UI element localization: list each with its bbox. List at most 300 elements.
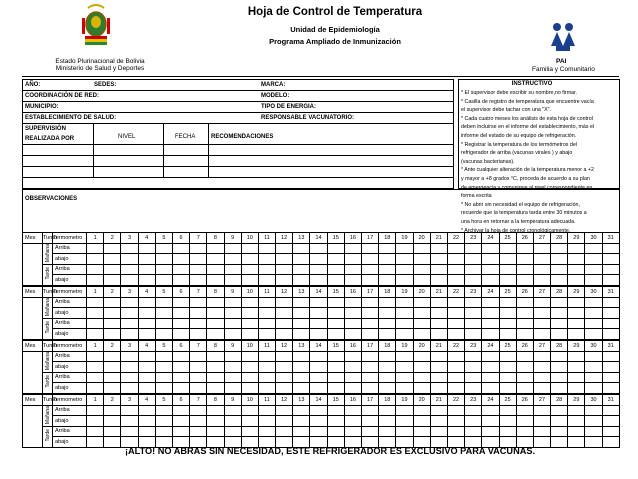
temperature-cell[interactable] [396, 362, 413, 373]
temperature-cell[interactable] [121, 275, 138, 286]
temperature-cell[interactable] [465, 351, 482, 362]
temperature-cell[interactable] [516, 329, 533, 340]
temperature-cell[interactable] [172, 254, 189, 265]
temperature-cell[interactable] [121, 416, 138, 427]
temperature-cell[interactable] [258, 264, 275, 275]
temperature-cell[interactable] [293, 372, 310, 383]
temperature-cell[interactable] [465, 416, 482, 427]
temperature-cell[interactable] [293, 308, 310, 319]
temperature-cell[interactable] [344, 318, 361, 329]
temperature-cell[interactable] [190, 351, 207, 362]
temperature-cell[interactable] [362, 329, 379, 340]
temperature-cell[interactable] [379, 329, 396, 340]
temperature-cell[interactable] [516, 405, 533, 416]
temperature-cell[interactable] [516, 318, 533, 329]
temperature-cell[interactable] [104, 426, 121, 437]
temperature-cell[interactable] [602, 318, 619, 329]
temperature-cell[interactable] [447, 254, 464, 265]
temperature-cell[interactable] [533, 405, 550, 416]
temperature-cell[interactable] [602, 275, 619, 286]
temperature-cell[interactable] [602, 254, 619, 265]
temperature-cell[interactable] [190, 329, 207, 340]
temperature-cell[interactable] [516, 275, 533, 286]
temperature-cell[interactable] [172, 351, 189, 362]
temperature-cell[interactable] [396, 383, 413, 394]
temperature-cell[interactable] [362, 308, 379, 319]
temperature-cell[interactable] [533, 264, 550, 275]
temperature-cell[interactable] [482, 329, 499, 340]
temperature-cell[interactable] [379, 297, 396, 308]
temperature-cell[interactable] [413, 243, 430, 254]
temperature-cell[interactable] [276, 362, 293, 373]
temperature-cell[interactable] [276, 243, 293, 254]
temperature-cell[interactable] [499, 308, 516, 319]
temperature-cell[interactable] [344, 362, 361, 373]
temperature-cell[interactable] [585, 275, 602, 286]
temperature-cell[interactable] [172, 297, 189, 308]
temperature-cell[interactable] [499, 351, 516, 362]
temperature-cell[interactable] [602, 416, 619, 427]
temperature-cell[interactable] [585, 297, 602, 308]
temperature-cell[interactable] [465, 308, 482, 319]
temperature-cell[interactable] [155, 351, 172, 362]
temperature-cell[interactable] [155, 405, 172, 416]
temperature-cell[interactable] [293, 264, 310, 275]
temperature-cell[interactable] [310, 297, 327, 308]
temperature-cell[interactable] [551, 297, 568, 308]
temperature-cell[interactable] [190, 243, 207, 254]
temperature-cell[interactable] [516, 351, 533, 362]
temperature-cell[interactable] [327, 351, 344, 362]
temperature-cell[interactable] [207, 318, 224, 329]
temperature-cell[interactable] [224, 297, 241, 308]
temperature-cell[interactable] [207, 405, 224, 416]
temperature-cell[interactable] [241, 416, 258, 427]
temperature-cell[interactable] [138, 264, 155, 275]
temperature-cell[interactable] [568, 318, 585, 329]
temperature-cell[interactable] [138, 275, 155, 286]
temperature-cell[interactable] [396, 329, 413, 340]
temperature-cell[interactable] [293, 383, 310, 394]
temperature-cell[interactable] [241, 308, 258, 319]
temperature-cell[interactable] [155, 362, 172, 373]
temperature-cell[interactable] [413, 329, 430, 340]
temperature-cell[interactable] [207, 264, 224, 275]
temperature-cell[interactable] [430, 351, 447, 362]
temperature-cell[interactable] [482, 297, 499, 308]
temperature-cell[interactable] [585, 372, 602, 383]
temperature-cell[interactable] [482, 372, 499, 383]
temperature-cell[interactable] [121, 308, 138, 319]
temperature-cell[interactable] [87, 426, 104, 437]
temperature-cell[interactable] [172, 329, 189, 340]
temperature-cell[interactable] [258, 405, 275, 416]
temperature-cell[interactable] [585, 405, 602, 416]
temperature-cell[interactable] [499, 329, 516, 340]
temperature-cell[interactable] [327, 275, 344, 286]
temperature-cell[interactable] [533, 243, 550, 254]
temperature-cell[interactable] [499, 383, 516, 394]
temperature-cell[interactable] [241, 329, 258, 340]
temperature-cell[interactable] [516, 362, 533, 373]
temperature-cell[interactable] [568, 264, 585, 275]
temperature-cell[interactable] [379, 318, 396, 329]
temperature-cell[interactable] [190, 264, 207, 275]
temperature-cell[interactable] [224, 405, 241, 416]
temperature-cell[interactable] [138, 383, 155, 394]
temperature-cell[interactable] [533, 362, 550, 373]
temperature-cell[interactable] [138, 329, 155, 340]
month-cell[interactable] [23, 297, 43, 339]
temperature-cell[interactable] [207, 243, 224, 254]
temperature-cell[interactable] [138, 351, 155, 362]
temperature-cell[interactable] [327, 297, 344, 308]
temperature-cell[interactable] [396, 264, 413, 275]
temperature-cell[interactable] [516, 308, 533, 319]
temperature-cell[interactable] [482, 362, 499, 373]
temperature-cell[interactable] [224, 308, 241, 319]
temperature-cell[interactable] [190, 254, 207, 265]
temperature-cell[interactable] [310, 275, 327, 286]
temperature-cell[interactable] [568, 297, 585, 308]
temperature-cell[interactable] [207, 426, 224, 437]
temperature-cell[interactable] [482, 318, 499, 329]
temperature-cell[interactable] [104, 351, 121, 362]
month-cell[interactable] [23, 405, 43, 447]
temperature-cell[interactable] [568, 275, 585, 286]
temperature-cell[interactable] [465, 329, 482, 340]
temperature-cell[interactable] [310, 405, 327, 416]
temperature-cell[interactable] [276, 372, 293, 383]
temperature-cell[interactable] [362, 243, 379, 254]
temperature-cell[interactable] [172, 264, 189, 275]
temperature-cell[interactable] [430, 264, 447, 275]
temperature-cell[interactable] [602, 264, 619, 275]
temperature-cell[interactable] [224, 372, 241, 383]
temperature-cell[interactable] [258, 351, 275, 362]
temperature-cell[interactable] [585, 383, 602, 394]
temperature-cell[interactable] [121, 254, 138, 265]
temperature-cell[interactable] [138, 308, 155, 319]
temperature-cell[interactable] [482, 416, 499, 427]
temperature-cell[interactable] [516, 416, 533, 427]
temperature-cell[interactable] [327, 405, 344, 416]
temperature-cell[interactable] [396, 254, 413, 265]
temperature-cell[interactable] [551, 243, 568, 254]
temperature-cell[interactable] [344, 275, 361, 286]
temperature-cell[interactable] [172, 426, 189, 437]
temperature-cell[interactable] [190, 426, 207, 437]
temperature-cell[interactable] [568, 351, 585, 362]
temperature-cell[interactable] [344, 329, 361, 340]
temperature-cell[interactable] [258, 297, 275, 308]
temperature-cell[interactable] [276, 405, 293, 416]
temperature-cell[interactable] [327, 243, 344, 254]
temperature-cell[interactable] [413, 416, 430, 427]
temperature-cell[interactable] [293, 275, 310, 286]
temperature-cell[interactable] [224, 351, 241, 362]
temperature-cell[interactable] [293, 362, 310, 373]
temperature-cell[interactable] [276, 308, 293, 319]
temperature-cell[interactable] [602, 362, 619, 373]
temperature-cell[interactable] [516, 297, 533, 308]
temperature-cell[interactable] [396, 416, 413, 427]
temperature-cell[interactable] [413, 254, 430, 265]
temperature-cell[interactable] [568, 426, 585, 437]
temperature-cell[interactable] [276, 275, 293, 286]
temperature-cell[interactable] [241, 372, 258, 383]
temperature-cell[interactable] [533, 308, 550, 319]
temperature-cell[interactable] [533, 383, 550, 394]
temperature-cell[interactable] [568, 383, 585, 394]
temperature-cell[interactable] [104, 405, 121, 416]
temperature-cell[interactable] [155, 264, 172, 275]
temperature-cell[interactable] [224, 383, 241, 394]
temperature-cell[interactable] [310, 308, 327, 319]
temperature-cell[interactable] [104, 264, 121, 275]
temperature-cell[interactable] [585, 426, 602, 437]
temperature-cell[interactable] [293, 318, 310, 329]
temperature-cell[interactable] [121, 405, 138, 416]
temperature-cell[interactable] [362, 275, 379, 286]
temperature-cell[interactable] [430, 297, 447, 308]
temperature-cell[interactable] [327, 372, 344, 383]
temperature-cell[interactable] [121, 372, 138, 383]
temperature-cell[interactable] [551, 254, 568, 265]
temperature-cell[interactable] [276, 383, 293, 394]
temperature-cell[interactable] [87, 372, 104, 383]
temperature-cell[interactable] [379, 264, 396, 275]
temperature-cell[interactable] [327, 308, 344, 319]
temperature-cell[interactable] [87, 243, 104, 254]
temperature-cell[interactable] [482, 243, 499, 254]
temperature-cell[interactable] [293, 351, 310, 362]
temperature-cell[interactable] [224, 362, 241, 373]
temperature-cell[interactable] [551, 416, 568, 427]
temperature-cell[interactable] [396, 275, 413, 286]
temperature-cell[interactable] [155, 308, 172, 319]
temperature-cell[interactable] [138, 243, 155, 254]
temperature-cell[interactable] [396, 372, 413, 383]
temperature-cell[interactable] [413, 383, 430, 394]
temperature-cell[interactable] [190, 362, 207, 373]
temperature-cell[interactable] [293, 416, 310, 427]
temperature-cell[interactable] [138, 372, 155, 383]
temperature-cell[interactable] [362, 264, 379, 275]
temperature-cell[interactable] [568, 254, 585, 265]
temperature-cell[interactable] [379, 362, 396, 373]
temperature-cell[interactable] [276, 318, 293, 329]
temperature-cell[interactable] [224, 243, 241, 254]
temperature-cell[interactable] [104, 329, 121, 340]
temperature-cell[interactable] [258, 275, 275, 286]
temperature-cell[interactable] [551, 405, 568, 416]
temperature-cell[interactable] [447, 426, 464, 437]
temperature-cell[interactable] [258, 243, 275, 254]
temperature-cell[interactable] [327, 362, 344, 373]
temperature-cell[interactable] [258, 416, 275, 427]
temperature-cell[interactable] [104, 362, 121, 373]
temperature-cell[interactable] [172, 308, 189, 319]
temperature-cell[interactable] [585, 254, 602, 265]
temperature-cell[interactable] [585, 416, 602, 427]
temperature-cell[interactable] [310, 383, 327, 394]
temperature-cell[interactable] [516, 383, 533, 394]
temperature-cell[interactable] [533, 351, 550, 362]
temperature-cell[interactable] [447, 297, 464, 308]
temperature-cell[interactable] [104, 254, 121, 265]
temperature-cell[interactable] [155, 329, 172, 340]
temperature-cell[interactable] [447, 264, 464, 275]
temperature-cell[interactable] [155, 318, 172, 329]
temperature-cell[interactable] [396, 308, 413, 319]
temperature-cell[interactable] [190, 416, 207, 427]
temperature-cell[interactable] [465, 264, 482, 275]
temperature-cell[interactable] [413, 318, 430, 329]
temperature-cell[interactable] [585, 243, 602, 254]
temperature-cell[interactable] [430, 318, 447, 329]
temperature-cell[interactable] [585, 351, 602, 362]
temperature-cell[interactable] [379, 351, 396, 362]
temperature-cell[interactable] [190, 383, 207, 394]
temperature-cell[interactable] [499, 372, 516, 383]
temperature-cell[interactable] [413, 297, 430, 308]
temperature-cell[interactable] [413, 405, 430, 416]
temperature-cell[interactable] [207, 297, 224, 308]
temperature-cell[interactable] [138, 297, 155, 308]
temperature-cell[interactable] [413, 308, 430, 319]
temperature-cell[interactable] [121, 426, 138, 437]
temperature-cell[interactable] [396, 405, 413, 416]
temperature-cell[interactable] [258, 329, 275, 340]
temperature-cell[interactable] [413, 426, 430, 437]
temperature-cell[interactable] [258, 383, 275, 394]
temperature-cell[interactable] [516, 426, 533, 437]
temperature-cell[interactable] [241, 351, 258, 362]
temperature-cell[interactable] [87, 308, 104, 319]
temperature-cell[interactable] [293, 329, 310, 340]
temperature-cell[interactable] [121, 297, 138, 308]
temperature-cell[interactable] [190, 318, 207, 329]
temperature-cell[interactable] [362, 426, 379, 437]
temperature-cell[interactable] [224, 275, 241, 286]
temperature-cell[interactable] [310, 416, 327, 427]
temperature-cell[interactable] [87, 405, 104, 416]
temperature-cell[interactable] [551, 264, 568, 275]
temperature-cell[interactable] [155, 243, 172, 254]
temperature-cell[interactable] [121, 351, 138, 362]
temperature-cell[interactable] [121, 264, 138, 275]
temperature-cell[interactable] [551, 275, 568, 286]
temperature-cell[interactable] [344, 426, 361, 437]
month-cell[interactable] [23, 243, 43, 285]
temperature-cell[interactable] [310, 351, 327, 362]
temperature-cell[interactable] [551, 351, 568, 362]
temperature-cell[interactable] [344, 308, 361, 319]
temperature-cell[interactable] [379, 243, 396, 254]
temperature-cell[interactable] [155, 416, 172, 427]
temperature-cell[interactable] [362, 318, 379, 329]
temperature-cell[interactable] [190, 372, 207, 383]
temperature-cell[interactable] [121, 329, 138, 340]
temperature-cell[interactable] [482, 308, 499, 319]
temperature-cell[interactable] [241, 264, 258, 275]
temperature-cell[interactable] [465, 254, 482, 265]
temperature-cell[interactable] [207, 416, 224, 427]
temperature-cell[interactable] [447, 372, 464, 383]
temperature-cell[interactable] [224, 318, 241, 329]
temperature-cell[interactable] [482, 383, 499, 394]
temperature-cell[interactable] [602, 351, 619, 362]
temperature-cell[interactable] [585, 308, 602, 319]
temperature-cell[interactable] [224, 264, 241, 275]
temperature-cell[interactable] [362, 383, 379, 394]
temperature-cell[interactable] [344, 372, 361, 383]
temperature-cell[interactable] [430, 416, 447, 427]
temperature-cell[interactable] [293, 254, 310, 265]
temperature-cell[interactable] [87, 351, 104, 362]
temperature-cell[interactable] [430, 383, 447, 394]
temperature-cell[interactable] [155, 275, 172, 286]
temperature-cell[interactable] [258, 318, 275, 329]
temperature-cell[interactable] [276, 264, 293, 275]
temperature-cell[interactable] [482, 351, 499, 362]
temperature-cell[interactable] [207, 254, 224, 265]
temperature-cell[interactable] [258, 426, 275, 437]
temperature-cell[interactable] [379, 416, 396, 427]
temperature-cell[interactable] [465, 297, 482, 308]
temperature-cell[interactable] [499, 416, 516, 427]
temperature-cell[interactable] [241, 383, 258, 394]
temperature-cell[interactable] [499, 405, 516, 416]
month-cell[interactable] [23, 351, 43, 393]
temperature-cell[interactable] [104, 416, 121, 427]
temperature-cell[interactable] [551, 318, 568, 329]
temperature-cell[interactable] [172, 318, 189, 329]
temperature-cell[interactable] [413, 372, 430, 383]
temperature-cell[interactable] [224, 426, 241, 437]
temperature-cell[interactable] [396, 243, 413, 254]
temperature-cell[interactable] [533, 329, 550, 340]
temperature-cell[interactable] [430, 362, 447, 373]
temperature-cell[interactable] [172, 383, 189, 394]
temperature-cell[interactable] [87, 416, 104, 427]
temperature-cell[interactable] [87, 362, 104, 373]
temperature-cell[interactable] [327, 383, 344, 394]
temperature-cell[interactable] [430, 275, 447, 286]
temperature-cell[interactable] [258, 254, 275, 265]
temperature-cell[interactable] [447, 318, 464, 329]
temperature-cell[interactable] [362, 297, 379, 308]
temperature-cell[interactable] [87, 329, 104, 340]
temperature-cell[interactable] [310, 362, 327, 373]
temperature-cell[interactable] [568, 243, 585, 254]
temperature-cell[interactable] [362, 416, 379, 427]
temperature-cell[interactable] [241, 243, 258, 254]
temperature-cell[interactable] [344, 264, 361, 275]
temperature-cell[interactable] [87, 297, 104, 308]
temperature-cell[interactable] [602, 405, 619, 416]
temperature-cell[interactable] [430, 308, 447, 319]
temperature-cell[interactable] [551, 372, 568, 383]
temperature-cell[interactable] [310, 372, 327, 383]
temperature-cell[interactable] [379, 254, 396, 265]
temperature-cell[interactable] [104, 308, 121, 319]
temperature-cell[interactable] [568, 405, 585, 416]
temperature-cell[interactable] [224, 329, 241, 340]
temperature-cell[interactable] [190, 405, 207, 416]
temperature-cell[interactable] [533, 275, 550, 286]
